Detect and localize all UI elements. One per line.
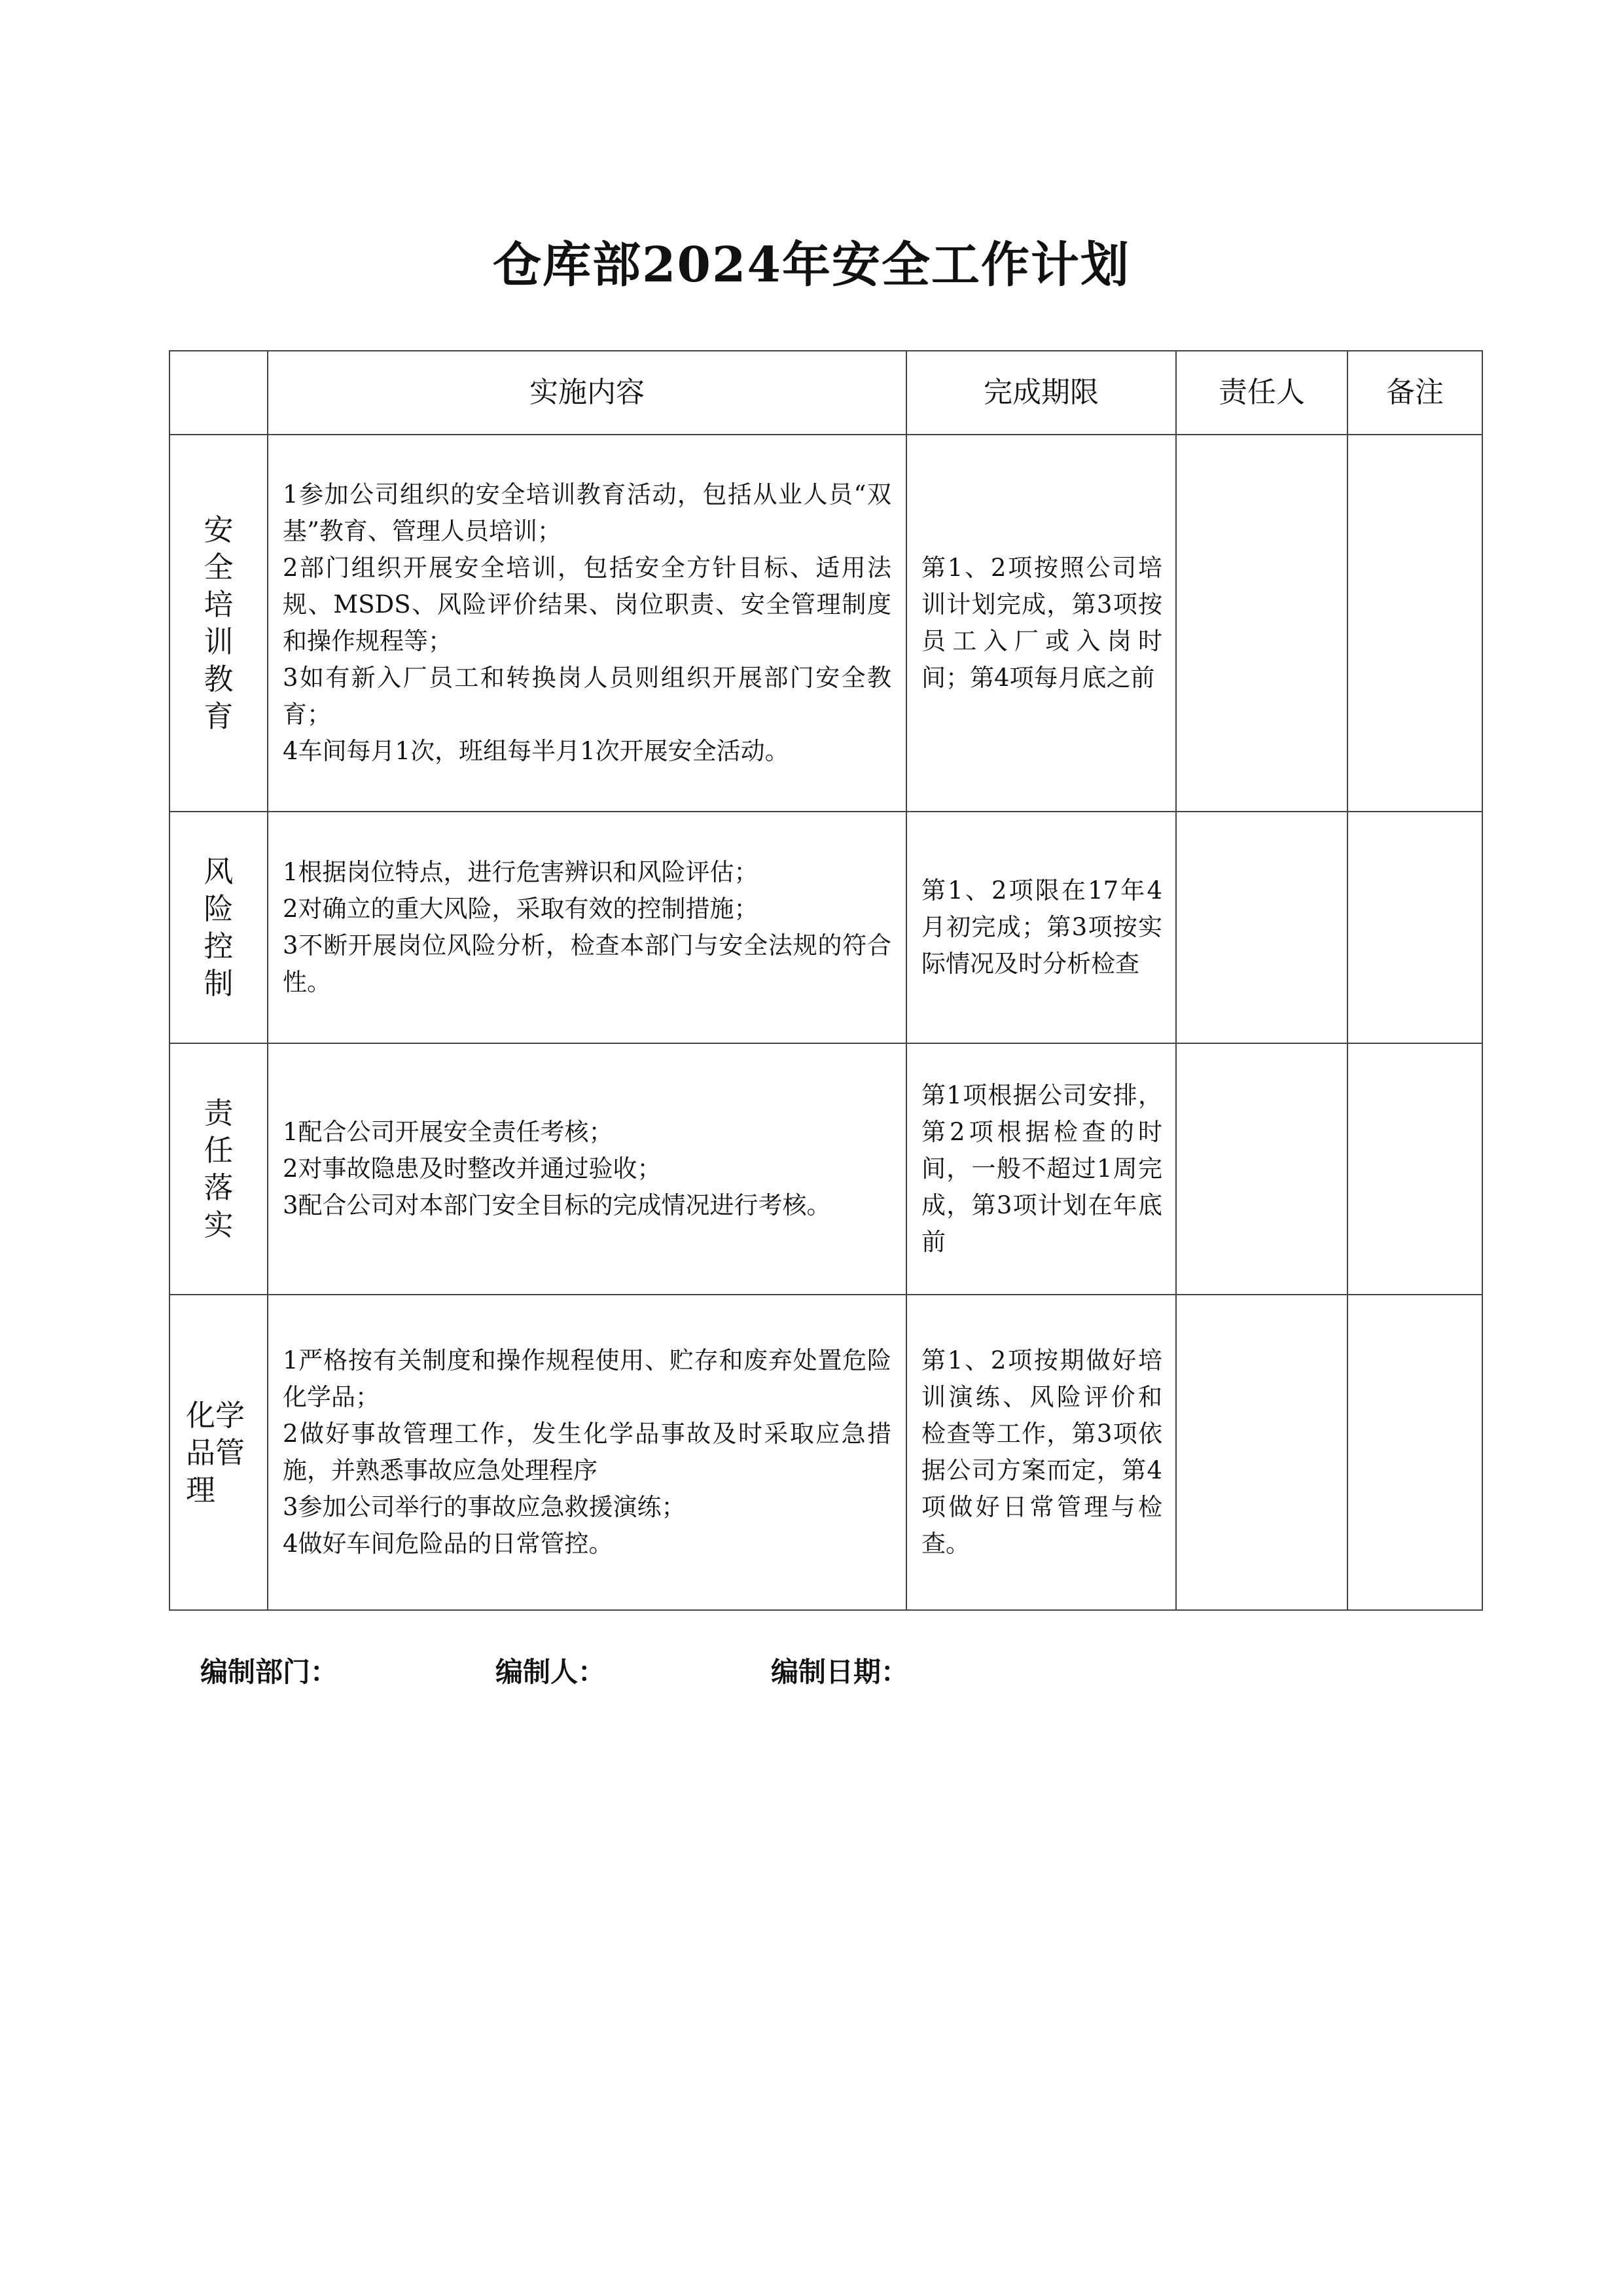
category-cell <box>169 812 268 1043</box>
category-cell <box>169 1043 268 1295</box>
table-row <box>169 1295 1482 1610</box>
content-item: 4车间每月1次，班组每半月1次开展安全活动。 <box>283 737 789 765</box>
footer-department-label: 编制部门： <box>200 1656 338 1688</box>
remarks-cell <box>1347 435 1482 812</box>
deadline-cell: 第1项根据公司安排，第2项根据检查的时间，一般不超过1周完成，第3项计划在年底前 <box>906 1043 1176 1295</box>
deadline-cell: 第1、2项限在17年4月初完成；第3项按实际情况及时分析检查 <box>906 812 1176 1043</box>
header-category <box>169 351 268 435</box>
safety-plan-table <box>169 350 1483 1611</box>
remarks-cell <box>1347 812 1482 1043</box>
page-title: 仓库部2024年安全工作计划 <box>493 237 1130 293</box>
table-row <box>169 435 1482 812</box>
table-row <box>169 812 1482 1043</box>
owner-cell <box>1176 812 1347 1043</box>
footer-signature-line <box>0 1646 1623 1698</box>
table-header-row <box>169 351 1482 435</box>
category-label: 化学品管理 <box>186 1397 245 1507</box>
remarks-cell <box>1347 1043 1482 1295</box>
content-item: 2对事故隐患及时整改并通过验收； <box>283 1155 662 1183</box>
content-cell <box>268 1043 906 1295</box>
content-item: 1参加公司组织的安全培训教育活动，包括从业人员“双基”教育、管理人员培训； <box>283 480 891 545</box>
content-cell <box>268 812 906 1043</box>
content-item: 2对确立的重大风险，采取有效的控制措施； <box>283 895 758 923</box>
header-deadline: 完成期限 <box>906 351 1176 435</box>
content-item: 2做好事故管理工作，发生化学品事故及时采取应急措施，并熟悉事故应急处理程序 <box>283 1420 891 1484</box>
header-owner: 责任人 <box>1176 351 1347 435</box>
category-label: 风险控制 <box>204 854 234 1001</box>
content-item: 1配合公司开展安全责任考核； <box>283 1118 613 1146</box>
content-cell <box>268 1295 906 1610</box>
content-item: 1严格按有关制度和操作规程使用、贮存和废弃处置危险化学品； <box>283 1346 891 1411</box>
remarks-cell <box>1347 1295 1482 1610</box>
category-cell <box>169 435 268 812</box>
owner-cell <box>1176 1043 1347 1295</box>
deadline-cell: 第1、2项按照公司培训计划完成，第3项按员工入厂或入岗时间；第4项每月底之前 <box>906 435 1176 812</box>
header-remarks: 备注 <box>1347 351 1482 435</box>
category-label: 安全培训教育 <box>204 512 234 734</box>
content-item: 3如有新入厂员工和转换岗人员则组织开展部门安全教育； <box>283 664 891 728</box>
table-row <box>169 1043 1482 1295</box>
content-item: 2部门组织开展安全培训，包括安全方针目标、适用法规、MSDS、风险评价结果、岗位职责、安全管理制度和操作规程等； <box>283 554 891 655</box>
content-item: 1根据岗位特点，进行危害辨识和风险评估； <box>283 858 758 886</box>
footer-author-label: 编制人： <box>495 1656 606 1688</box>
category-label: 责任落实 <box>204 1096 234 1242</box>
owner-cell <box>1176 435 1347 812</box>
content-item: 3不断开展岗位风险分析，检查本部门与安全法规的符合性。 <box>283 931 891 996</box>
content-cell <box>268 435 906 812</box>
content-item: 3配合公司对本部门安全目标的完成情况进行考核。 <box>283 1191 831 1219</box>
footer-date-label: 编制日期： <box>771 1656 909 1688</box>
deadline-cell: 第1、2项按期做好培训演练、风险评价和检查等工作，第3项依据公司方案而定，第4项做好日常管理与检查。 <box>906 1295 1176 1610</box>
header-content: 实施内容 <box>268 351 906 435</box>
content-item: 4做好车间危险品的日常管控。 <box>283 1530 613 1558</box>
content-item: 3参加公司举行的事故应急救援演练； <box>283 1493 686 1521</box>
category-cell <box>169 1295 268 1610</box>
owner-cell <box>1176 1295 1347 1610</box>
